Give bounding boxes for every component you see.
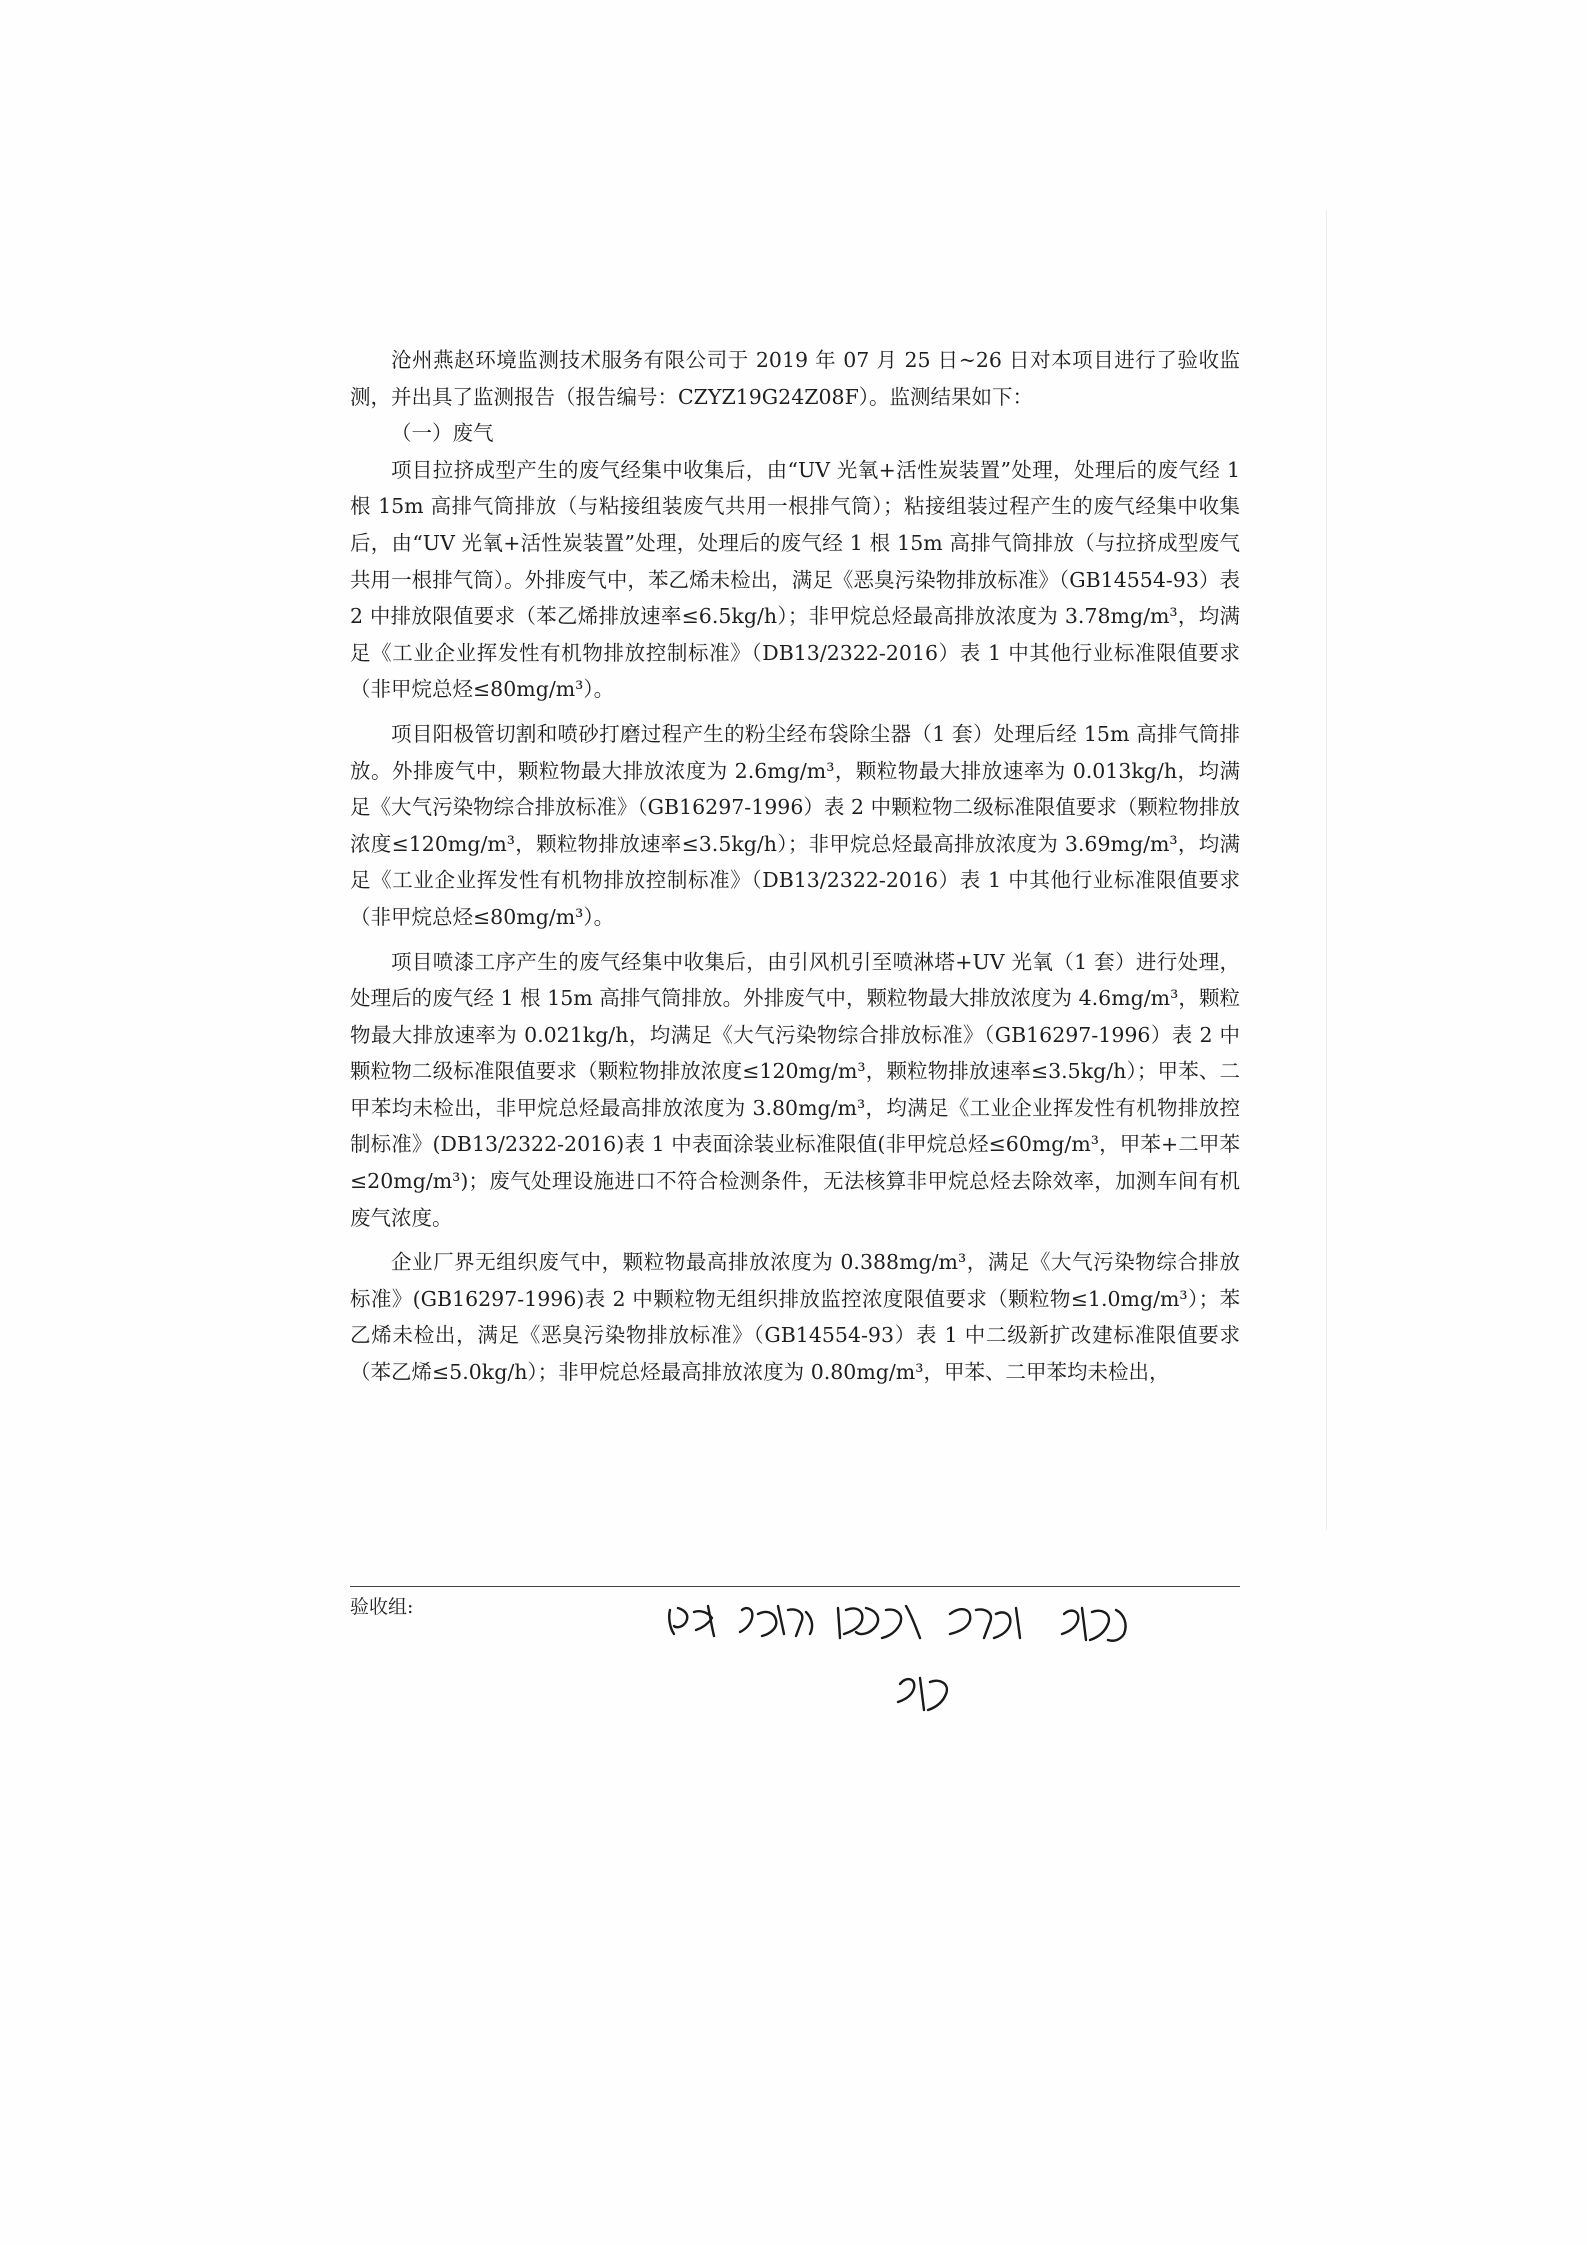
paragraph-extrusion-gas: 项目拉挤成型产生的废气经集中收集后，由“UV 光氧+活性炭装置”处理，处理后的废气经 1 根 15m 高排气筒排放（与粘接组装废气共用一根排气筒）；粘接组装过程产生的废气经集中收集后，由“UV 光氧+活性炭装置”处理，处理后的废气经 1 根 15m 高排气筒排放（与拉挤成型废气共用一根排气筒）。外排废气中，苯乙烯未检出，满足《恶臭污染物排放标准》（GB14554-93）表 2 中排放限值要求（苯乙烯排放速率≤6.5kg/h）；非甲烷总烃最高排放浓度为 3.78mg/m³，均满足《工业企业挥发性有机物排放控制标准》（DB13/2322-2016）表 1 中其他行业标准限值要求（非甲烷总烃≤80mg/m³）。 bbox=[350, 457, 1240, 702]
signature-strokes bbox=[650, 1588, 1250, 1728]
handwritten-signatures bbox=[650, 1588, 1250, 1728]
paragraph-painting-gas: 项目喷漆工序产生的废气经集中收集后，由引风机引至喷淋塔+UV 光氧（1 套）进行处理，处理后的废气经 1 根 15m 高排气筒排放。外排废气中，颗粒物最大排放浓度为 4.6mg/m³，颗粒物最大排放速率为 0.021kg/h，均满足《大气污染物综合排放标准》（GB16297-1996）表 2 中颗粒物二级标准限值要求（颗粒物排放浓度≤120mg/m³，颗粒物排放速率≤3.5kg/h）；甲苯、二甲苯均未检出，非甲烷总烃最高排放浓度为 3.80mg/m³，均满足《工业企业挥发性有机物排放控制标准》(DB13/2322-2016)表 1 中表面涂装业标准限值(非甲烷总烃≤60mg/m³，甲苯+二甲苯≤20mg/m³)；废气处理设施进口不符合检测条件，无法核算非甲烷总烃去除效率，加测车间有机废气浓度。 bbox=[350, 949, 1240, 1230]
paragraph-fugitive-gas: 企业厂界无组织废气中，颗粒物最高排放浓度为 0.388mg/m³，满足《大气污染物综合排放标准》(GB16297-1996)表 2 中颗粒物无组织排放监控浓度限值要求（颗粒物≤1.0mg/m³）；苯乙烯未检出，满足《恶臭污染物排放标准》（GB14554-93）表 1 中二级新扩改建标准限值要求（苯乙烯≤5.0kg/h）；非甲烷总烃最高排放浓度为 0.80mg/m³，甲苯、二甲苯均未检出， bbox=[350, 1250, 1240, 1385]
section-heading-waste-gas: （一）废气 bbox=[391, 421, 494, 446]
paragraph-dust: 项目阳极管切割和喷砂打磨过程产生的粉尘经布袋除尘器（1 套）处理后经 15m 高排气筒排放。外排废气中，颗粒物最大排放浓度为 2.6mg/m³，颗粒物最大排放速率为 0.013kg/h，均满足《大气污染物综合排放标准》（GB16297-1996）表 2 中颗粒物二级标准限值要求（颗粒物排放浓度≤120mg/m³，颗粒物排放速率≤3.5kg/h）；非甲烷总烃最高排放浓度为 3.69mg/m³，均满足《工业企业挥发性有机物排放控制标准》（DB13/2322-2016）表 1 中其他行业标准限值要求（非甲烷总烃≤80mg/m³）。 bbox=[350, 721, 1240, 929]
acceptance-group-label: 验收组: bbox=[350, 1596, 414, 1618]
intro-paragraph: 沧州燕赵环境监测技术服务有限公司于 2019 年 07 月 25 日~26 日对本项目进行了验收监测，并出具了监测报告（报告编号：CZYZ19G24Z08F）。监测结果如下： bbox=[350, 348, 1240, 409]
body-text bbox=[350, 342, 1240, 1391]
scan-edge-line bbox=[1326, 210, 1327, 1530]
footer-divider bbox=[350, 1586, 1240, 1587]
